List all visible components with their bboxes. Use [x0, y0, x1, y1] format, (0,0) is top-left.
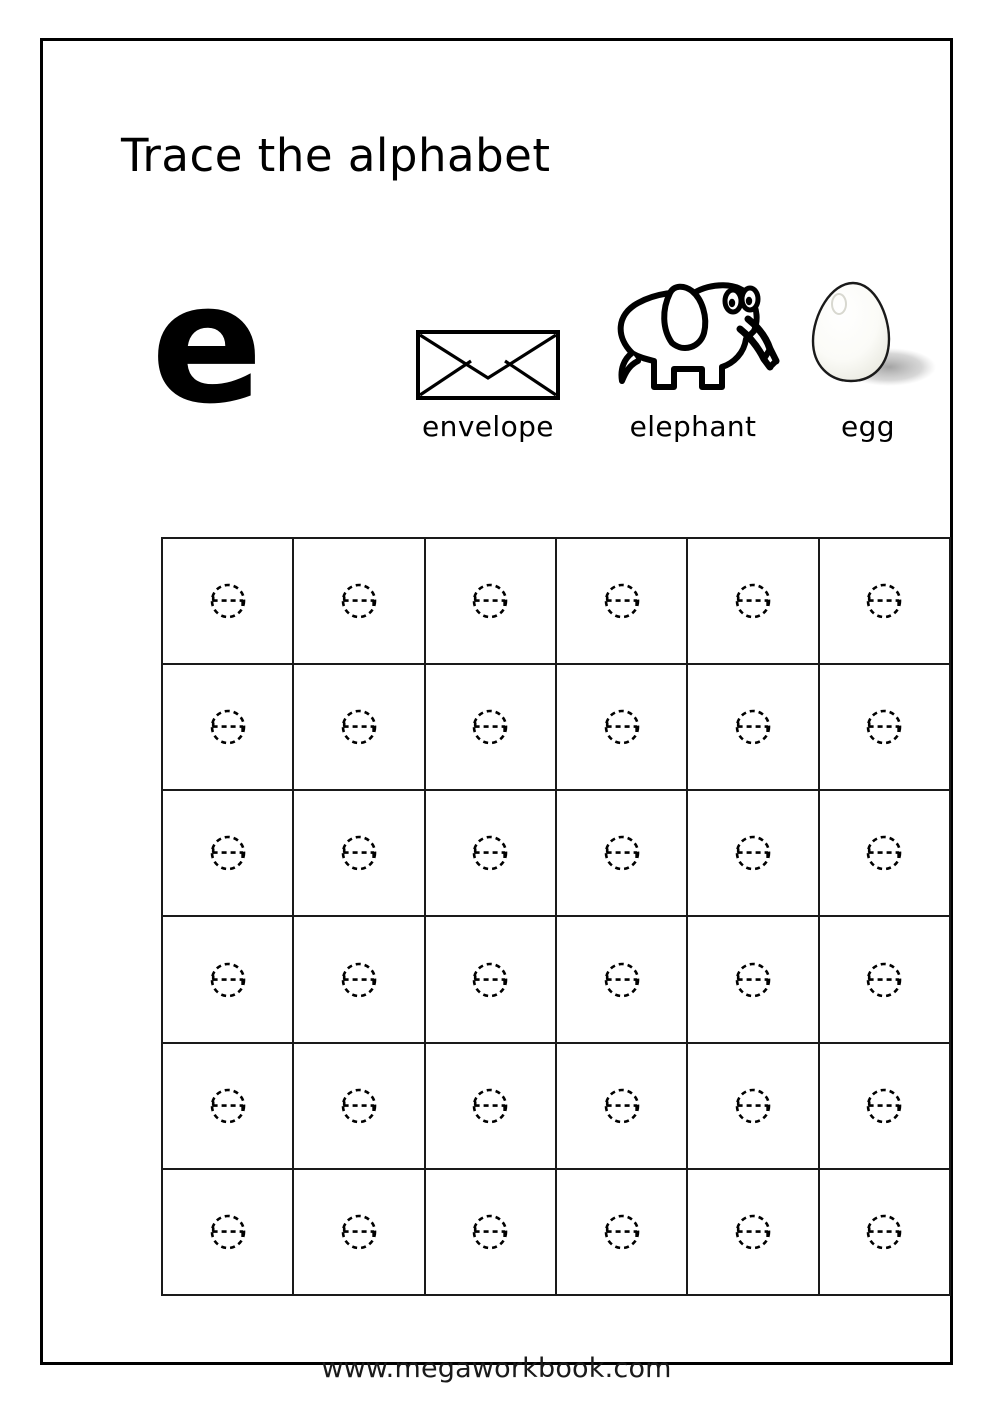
dotted-letter-e-icon — [339, 833, 379, 873]
dotted-letter-e-icon — [864, 707, 904, 747]
tracing-cell[interactable] — [426, 1044, 557, 1170]
dotted-letter-e-icon — [208, 581, 248, 621]
dotted-letter-e-icon — [208, 1086, 248, 1126]
tracing-cell[interactable] — [688, 539, 819, 665]
tracing-cell[interactable] — [820, 539, 951, 665]
tracing-cell[interactable] — [163, 539, 294, 665]
tracing-cell[interactable] — [820, 791, 951, 917]
page-border — [40, 38, 953, 1384]
picture-label-elephant: elephant — [629, 410, 757, 443]
dotted-letter-e-icon — [864, 581, 904, 621]
dotted-letter-e-icon — [470, 1212, 510, 1252]
dotted-letter-e-icon — [208, 833, 248, 873]
dotted-letter-e-icon — [733, 707, 773, 747]
tracing-cell[interactable] — [426, 1170, 557, 1296]
dotted-letter-e-icon — [733, 1086, 773, 1126]
envelope-art — [393, 329, 583, 405]
dotted-letter-e-icon — [339, 1212, 379, 1252]
dotted-letter-e-icon — [339, 581, 379, 621]
tracing-cell[interactable] — [426, 917, 557, 1043]
tracing-cell[interactable] — [163, 665, 294, 791]
dotted-letter-e-icon — [733, 960, 773, 1000]
tracing-cell[interactable] — [426, 665, 557, 791]
tracing-cell[interactable] — [820, 665, 951, 791]
dotted-letter-e-icon — [602, 1212, 642, 1252]
tracing-cell[interactable] — [426, 791, 557, 917]
tracing-cell[interactable] — [557, 917, 688, 1043]
picture-label-envelope: envelope — [422, 410, 554, 443]
tracing-cell[interactable] — [294, 539, 425, 665]
tracing-cell[interactable] — [688, 665, 819, 791]
dotted-letter-e-icon — [208, 707, 248, 747]
dotted-letter-e-icon — [339, 960, 379, 1000]
dotted-letter-e-icon — [733, 1212, 773, 1252]
tracing-cell[interactable] — [688, 917, 819, 1043]
tracing-cell[interactable] — [294, 917, 425, 1043]
tracing-cell[interactable] — [294, 1044, 425, 1170]
dotted-letter-e-icon — [733, 833, 773, 873]
footer-url: www.megaworkbook.com — [321, 1353, 672, 1384]
dotted-letter-e-icon — [339, 707, 379, 747]
dotted-letter-e-icon — [470, 707, 510, 747]
dotted-letter-e-icon — [864, 1212, 904, 1252]
tracing-cell[interactable] — [557, 1044, 688, 1170]
picture-item-envelope — [393, 329, 583, 441]
dotted-letter-e-icon — [602, 1086, 642, 1126]
dotted-letter-e-icon — [864, 833, 904, 873]
picture-row — [383, 211, 953, 441]
dotted-letter-e-icon — [864, 1086, 904, 1126]
tracing-cell[interactable] — [820, 1170, 951, 1296]
dotted-letter-e-icon — [602, 581, 642, 621]
dotted-letter-e-icon — [864, 960, 904, 1000]
dotted-letter-e-icon — [470, 960, 510, 1000]
tracing-cell[interactable] — [688, 1170, 819, 1296]
tracing-cell[interactable] — [163, 917, 294, 1043]
dotted-letter-e-icon — [733, 581, 773, 621]
dotted-letter-e-icon — [470, 833, 510, 873]
tracing-cell[interactable] — [294, 1170, 425, 1296]
tracing-cell[interactable] — [163, 1044, 294, 1170]
dotted-letter-e-icon — [602, 960, 642, 1000]
big-letter-glyph: e — [151, 273, 263, 423]
dotted-letter-e-icon — [470, 1086, 510, 1126]
dotted-letter-e-icon — [470, 581, 510, 621]
tracing-cell[interactable] — [163, 1170, 294, 1296]
big-letter-e — [143, 273, 303, 423]
picture-item-elephant — [598, 241, 788, 441]
elephant-icon — [598, 241, 788, 401]
page-title: Trace the alphabet — [121, 129, 551, 182]
tracing-cell[interactable] — [688, 1044, 819, 1170]
tracing-cell[interactable] — [820, 917, 951, 1043]
dotted-letter-e-icon — [208, 960, 248, 1000]
tracing-cell[interactable] — [557, 665, 688, 791]
picture-label-egg: egg — [841, 410, 895, 443]
envelope-icon — [415, 329, 561, 401]
tracing-grid — [161, 537, 951, 1296]
tracing-cell[interactable] — [820, 1044, 951, 1170]
tracing-cell[interactable] — [557, 1170, 688, 1296]
tracing-cell[interactable] — [294, 665, 425, 791]
tracing-cell[interactable] — [426, 539, 557, 665]
tracing-cell[interactable] — [557, 791, 688, 917]
egg-icon — [793, 271, 943, 401]
elephant-art — [598, 241, 788, 405]
dotted-letter-e-icon — [602, 707, 642, 747]
picture-item-egg — [788, 271, 948, 441]
tracing-cell[interactable] — [294, 791, 425, 917]
egg-art — [788, 271, 948, 405]
tracing-cell[interactable] — [688, 791, 819, 917]
tracing-cell[interactable] — [163, 791, 294, 917]
dotted-letter-e-icon — [208, 1212, 248, 1252]
tracing-cell[interactable] — [557, 539, 688, 665]
dotted-letter-e-icon — [602, 833, 642, 873]
dotted-letter-e-icon — [339, 1086, 379, 1126]
